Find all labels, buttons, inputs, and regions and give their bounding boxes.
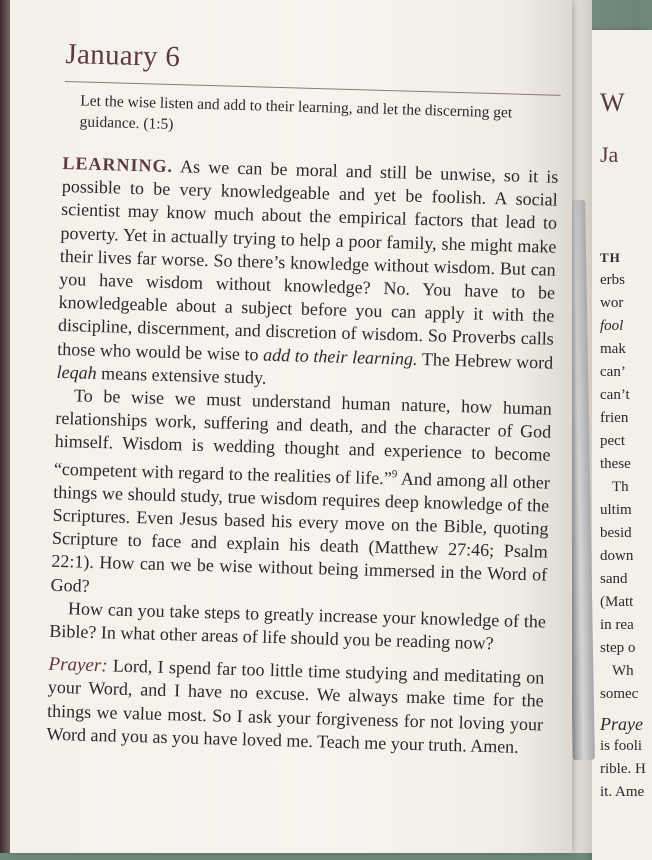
right-page-fragment: sand bbox=[600, 571, 628, 587]
right-page-fragment: fool bbox=[600, 318, 624, 334]
right-page-fragment: in rea bbox=[600, 617, 634, 633]
italic-text: leqah bbox=[56, 361, 97, 383]
left-page bbox=[10, 0, 572, 853]
right-page-fragment: Th bbox=[612, 479, 629, 495]
right-page-fragment: TH bbox=[600, 250, 621, 265]
right-page-fragment: these bbox=[600, 456, 631, 472]
right-page-fragment: ultim bbox=[600, 502, 632, 518]
right-page-fragment: step o bbox=[600, 640, 636, 656]
right-page-fragment: wor bbox=[600, 295, 624, 311]
paragraph-text: To be wise we must understand human nature, how human relationships work, suffering and death, and the character of God himself. Wisdom is wedding thought and experience to become “competent with regard to the realities of life.” bbox=[53, 385, 553, 488]
paragraph-text: As we can be moral and still be unwise, so it is possible to be very knowledgeable and yet be foolish. A social scientist may know much about the empirical factors that lead to poverty. Yet in actually trying to help a poor family, she might make their lives far worse. So there’s knowledge without wisdom. But can you have wisdom without knowledge? No. You have to be knowledgeable about a subject before you can apply it with the discipline, discernment, and discretion of wisdom. So Proverbs calls those who would be wise to bbox=[57, 156, 559, 365]
right-page-fragment: frien bbox=[600, 410, 629, 426]
paragraph-text: The Hebrew word bbox=[417, 348, 554, 373]
right-page-fragment: W bbox=[600, 88, 625, 117]
right-page-fragment: is fooli bbox=[600, 738, 643, 754]
paragraph-question: How can you take steps to greatly increase your knowledge of the Bible? In what other areas of life should you be reading now? bbox=[49, 598, 547, 654]
paragraph-text: means extensive study. bbox=[96, 362, 267, 388]
page-title: January 6 bbox=[65, 38, 181, 74]
right-page-fragment: Praye bbox=[600, 714, 643, 734]
paragraph-wisdom bbox=[50, 384, 552, 611]
prayer-paragraph bbox=[46, 653, 544, 760]
prayer-label: Prayer: bbox=[48, 654, 108, 677]
paragraph-learning bbox=[56, 152, 558, 398]
right-page-fragment: erbs bbox=[600, 272, 625, 288]
right-page-fragment: somec bbox=[600, 686, 639, 702]
right-page-fragment: down bbox=[600, 548, 634, 564]
scripture-verse: Let the wise listen and add to their learning, and let the discerning get guidance. (1:5) bbox=[79, 92, 513, 134]
italic-text: add to their learning. bbox=[262, 344, 418, 369]
right-page-fragment: besid bbox=[600, 525, 632, 541]
right-page-fragment: rible. H bbox=[600, 761, 646, 777]
right-page-fragment: it. Ame bbox=[600, 784, 645, 800]
prayer-text: Lord, I spend far too little time studying and meditating on your Word, and I have no excuse. We always make time for the things we value most. So I ask your forgiveness for not loving your Word and you as you have loved me. Teach me your truth. Amen. bbox=[46, 655, 545, 757]
paragraph-text: And among all other things we should study, true wisdom requires deep knowledge of the Scriptures. Even Jesus based his every move on the Bible, quoting Scripture to face and explain his death (Matthew 27:46; Psalm 22:1). How can we be wise without being immersed in the Word of God? bbox=[50, 468, 551, 596]
right-page-fragment: Ja bbox=[600, 142, 619, 167]
right-page-fragment: (Matt bbox=[600, 594, 634, 610]
footnote-marker: 9 bbox=[391, 467, 398, 481]
right-page bbox=[592, 30, 652, 860]
page-content bbox=[46, 38, 562, 760]
right-page-fragment: Wh bbox=[612, 663, 634, 679]
right-page-fragment: mak bbox=[600, 341, 626, 357]
right-page-fragment: can’ bbox=[600, 364, 626, 380]
right-page-fragment: pect bbox=[600, 433, 625, 449]
right-page-fragment: can’t bbox=[600, 387, 630, 403]
section-lead-word: LEARNING. bbox=[62, 152, 174, 177]
